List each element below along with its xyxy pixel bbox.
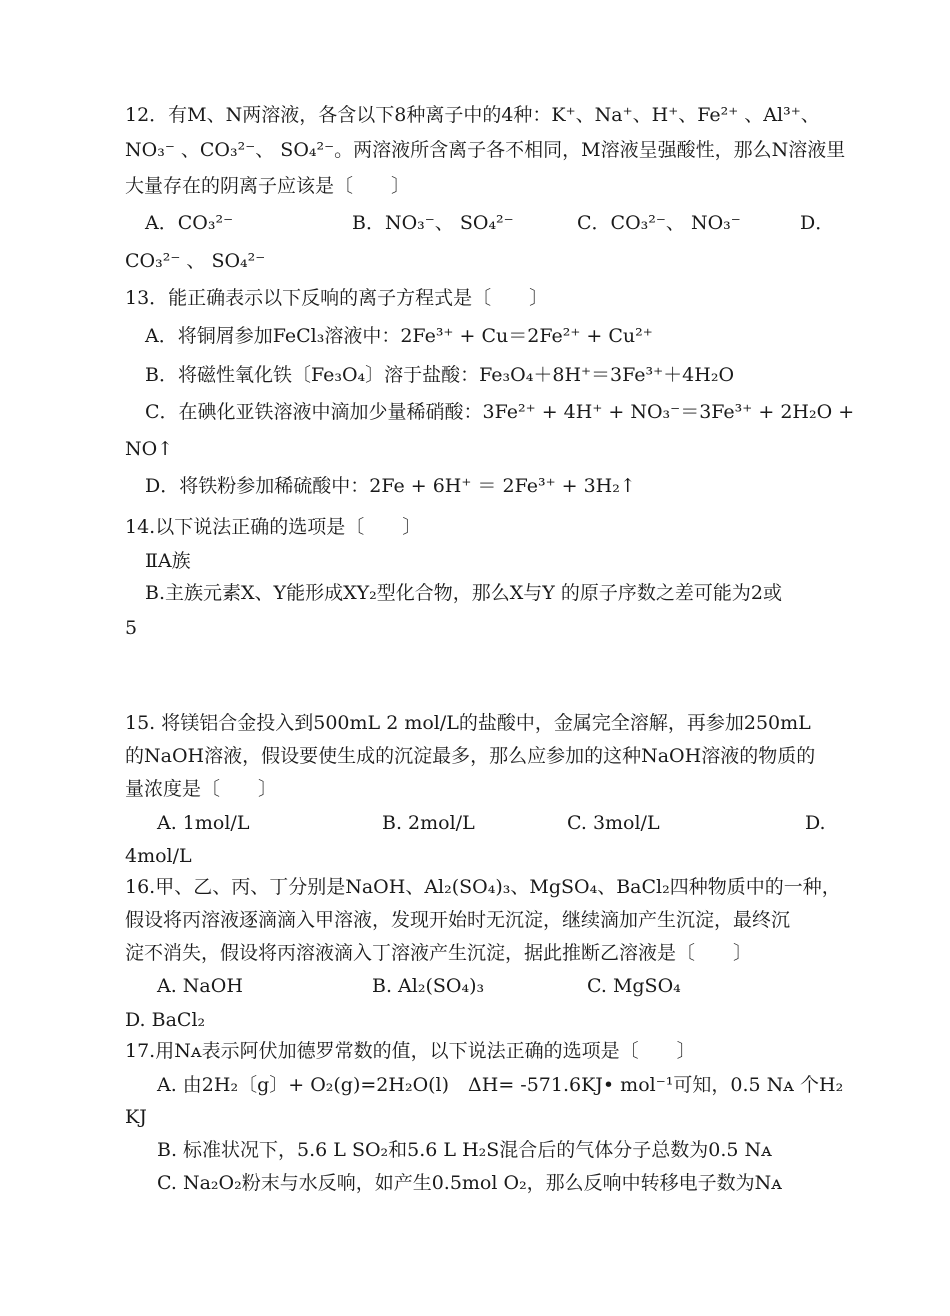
q12-stem-line3: 大量存在的阴离子应该是〔 〕 bbox=[125, 175, 411, 197]
q16-option-b: B. Al₂(SO₄)₃ bbox=[372, 975, 485, 997]
q12-option-d: D． bbox=[800, 212, 835, 234]
q15-stem-line1: 15. 将镁铝合金投入到500mL 2 mol/L的盐酸中，金属完全溶解，再参加250mL bbox=[125, 712, 811, 734]
q15-stem-line3: 量浓度是〔 〕 bbox=[125, 778, 278, 800]
q17-option-b: B. 标准状况下，5.6 L SO₂和5.6 L H₂S混合后的气体分子总数为0.5 Nᴀ bbox=[157, 1139, 772, 1161]
q16-option-a: A. NaOH bbox=[157, 975, 243, 997]
q15-option-b: B. 2mol/L bbox=[382, 812, 475, 834]
q12-stem-line2: NO₃⁻ 、CO₃²⁻、 SO₄²⁻。两溶液所含离子各不相同，M溶液呈强酸性，那么N溶液里 bbox=[125, 139, 846, 161]
q13-option-c: C．在碘化亚铁溶液中滴加少量稀硝酸：3Fe²⁺ + 4H⁺ + NO₃⁻＝3Fe³⁺ + 2H₂O + bbox=[145, 401, 855, 423]
q13-option-b: B．将磁性氧化铁〔Fe₃O₄〕溶于盐酸：Fe₃O₄＋8H⁺＝3Fe³⁺＋4H₂O bbox=[145, 364, 735, 386]
q12-option-b: B．NO₃⁻、 SO₄²⁻ bbox=[352, 212, 514, 234]
q12-option-a: A．CO₃²⁻ bbox=[145, 212, 234, 234]
q14-option-b-cont: 5 bbox=[125, 617, 138, 639]
q16-stem-line3: 淀不消失，假设将丙溶液滴入丁溶液产生沉淀，据此推断乙溶液是〔 〕 bbox=[125, 942, 753, 964]
q17-option-a-cont: KJ bbox=[125, 1106, 147, 1128]
q14-stem: 14.以下说法正确的选项是〔 〕 bbox=[125, 516, 422, 538]
q15-option-d-text: 4mol/L bbox=[125, 845, 192, 867]
q16-option-d: D. BaCl₂ bbox=[125, 1009, 206, 1031]
q15-option-a: A. 1mol/L bbox=[157, 812, 250, 834]
q13-stem: 13．能正确表示以下反响的离子方程式是〔 〕 bbox=[125, 287, 549, 309]
q13-option-c-cont: NO↑ bbox=[125, 438, 174, 460]
q16-stem-line2: 假设将丙溶液逐滴滴入甲溶液，发现开始时无沉淀，继续滴加产生沉淀，最终沉 bbox=[125, 909, 791, 931]
q17-option-a: A. 由2H₂〔g〕+ O₂(g)=2H₂O(l) ΔH= -571.6KJ• mol⁻¹可知，0.5 Nᴀ 个H₂ bbox=[157, 1074, 844, 1096]
q12-option-c: C．CO₃²⁻、 NO₃⁻ bbox=[577, 212, 741, 234]
q17-option-c: C. Na₂O₂粉末与水反响，如产生0.5mol O₂，那么反响中转移电子数为Nᴀ bbox=[157, 1172, 783, 1194]
q15-stem-line2: 的NaOH溶液，假设要使生成的沉淀最多，那么应参加的这种NaOH溶液的物质的 bbox=[125, 745, 816, 767]
q13-option-d: D．将铁粉参加稀硫酸中：2Fe + 6H⁺ ＝ 2Fe³⁺ + 3H₂↑ bbox=[145, 475, 636, 497]
q14-fragment: ⅡA族 bbox=[145, 550, 191, 572]
q16-stem-line1: 16.甲、乙、丙、丁分别是NaOH、Al₂(SO₄)₃、MgSO₄、BaCl₂四种物质中的一种， bbox=[125, 876, 841, 898]
q12-stem-line1: 12．有M、N两溶液，各含以下8种离子中的4种：K⁺、Na⁺、H⁺、Fe²⁺ 、Al³⁺、 bbox=[125, 104, 820, 126]
q16-option-c: C. MgSO₄ bbox=[587, 975, 681, 997]
q15-option-c: C. 3mol/L bbox=[567, 812, 660, 834]
q14-option-b: B.主族元素X、Y能形成XY₂型化合物，那么X与Y 的原子序数之差可能为2或 bbox=[145, 582, 782, 604]
q12-option-d-text: CO₃²⁻ 、 SO₄²⁻ bbox=[125, 250, 266, 272]
q17-stem: 17.用Nᴀ表示阿伏加德罗常数的值，以下说法正确的选项是〔 〕 bbox=[125, 1040, 696, 1062]
q13-option-a: A．将铜屑参加FeCl₃溶液中：2Fe³⁺ + Cu＝2Fe²⁺ + Cu²⁺ bbox=[145, 325, 653, 347]
q15-option-d: D. bbox=[805, 812, 826, 834]
